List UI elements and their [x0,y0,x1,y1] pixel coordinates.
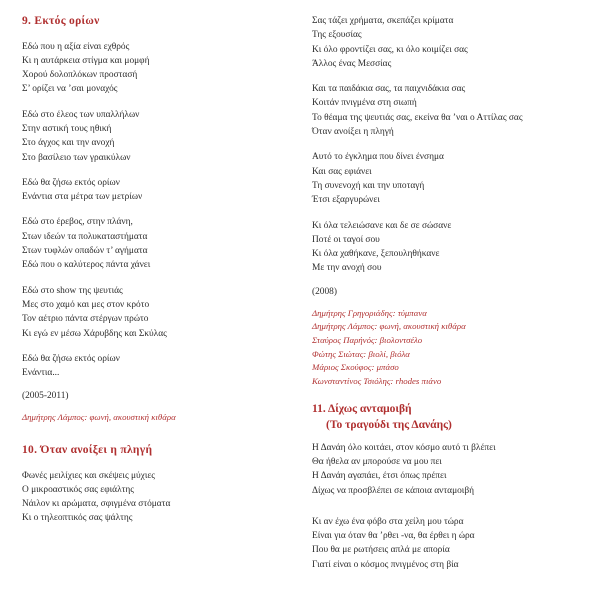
lyric-line: Όταν ανοίξει η πληγή [312,127,394,138]
lyric-line: Νάιλον κι αρώματα, σφιγμένα στόματα [22,499,171,510]
lyric-line: Κι εγώ εν μέσω Χάρυβδης και Σκύλας [22,328,167,339]
song-title-10: 10. Όταν ανοίξει η πληγή [22,444,153,457]
left-column [22,14,294,590]
credit-line: Δημήτρης Γρηγοριάδης: τύμπανα [312,307,427,318]
stanza [22,215,294,272]
lyric-line: Τη συνενοχή και την υποταγή [312,180,425,191]
credit-line: Φώτης Σιώτας: βιολί, βιόλα [312,348,410,359]
lyric-line: Είναι για όταν θα ’ρθει -να, θα έρθει η ώρα [312,531,475,542]
lyric-line: Κι αν έχω ένα φόβο στα χείλη μου τώρα [312,516,464,527]
lyric-line: Με την ανοχή σου [312,263,382,274]
lyric-line: Εδώ στο έρεβος, στην πλάνη, [22,217,133,228]
lyric-line: Δίχως να προσβλέπει σε κάποια ανταμοιβή [312,485,474,496]
lyric-line: Μες στο χαμό και μες στον κρότο [22,299,150,310]
song-title-11-line2: (Το τραγούδι της Δανάης) [326,418,452,431]
credit-line: Δημήτρης Λάμπος: φωνή, ακουστική κιθάρα [22,412,176,423]
stanza [22,469,294,526]
lyric-line: Αυτό το έγκλημα που δίνει ένσημα [312,152,444,163]
lyric-line: Φωνές μειλίχιες και σκέψεις μύχιες [22,470,156,481]
lyric-line: Ενάντια στα μέτρα των μετρίων [22,192,143,203]
song-title-11-line1: 11. Δίχως ανταμοιβή [312,402,412,415]
lyric-line: Άλλος ένας Μεσσίας [312,58,392,69]
stanza [22,108,294,165]
lyric-line: Και σας εφιάνει [312,166,372,177]
lyric-line: Κοιτάν πνιγμένα στη σιωπή [312,98,417,109]
lyric-line: Η Δανάη αγαπάει, έτσι όπως πρέπει [312,471,447,482]
lyric-line: Κι όλα χαθήκανε, ξεπουληθήκανε [312,249,440,260]
lyric-line: Εδώ θα ζήσω εκτός ορίων [22,353,120,364]
lyric-line: Ποτέ οι ταγοί σου [312,234,380,245]
lyric-line: Η Δανάη όλο κοιτάει, στον κόσμο αυτό τι βλέπει [312,442,496,453]
stanza [312,515,584,572]
lyric-line: Γιατί είναι ο κόσμος πνιγμένος στη βία [312,559,459,570]
song-title-9: 9. Εκτός ορίων [22,15,100,27]
lyric-line: Εδώ που ο καλύτερος πάντα χάνει [22,260,151,271]
stanza [312,82,584,139]
lyric-line: Που θα με ρωτήσεις απλά με απορία [312,545,450,556]
lyric-line: Τον αέτριο πάντα στέργων πρώτο [22,314,149,325]
lyric-line: Εδώ στο έλεος των υπαλλήλων [22,109,140,120]
lyric-line: Της εξουσίας [312,30,362,41]
song-title-11 [312,401,584,433]
lyric-line: Εδώ στο show της ψευτιάς [22,285,123,296]
lyric-line: Κι όλο φροντίζει σας, κι όλο κοιμίζει σας [312,44,468,55]
credit-line: Σταύρος Παρήνός: βιολοντσέλο [312,335,423,345]
lyric-line: Κι ο τηλεοπτικός σας ψάλτης [22,513,133,524]
lyric-line: Εδώ που η αξία είναι εχθρός [22,41,130,52]
song-year-10: (2008) [312,286,337,297]
lyric-line: Στων τυφλών οπαδών τ’ αγήματα [22,246,148,257]
lyric-line: Θα ήθελα αν μπορούσε να μου πει [312,456,442,467]
stanza [312,441,584,498]
lyric-line: Χορού δολοπλόκων προστασή [22,70,138,81]
stanza [312,150,584,207]
lyric-line: Ενάντια... [22,368,60,379]
credit-line: Μάριος Σκούφος: μπάσο [312,362,399,373]
credit-line: Κωνσταντίνος Τσιόλης: rhodes πιάνο [312,375,442,386]
lyric-line: Σ’ ορίζει να ’σαι μοναχός [22,84,118,95]
stanza [312,219,584,276]
stanza [22,40,294,97]
lyric-line: Εδώ θα ζήσω εκτός ορίων [22,177,120,188]
credit-line: Δημήτρης Λάμπος: φωνή, ακουστική κιθάρα [312,321,466,332]
lyric-line: Έτσι εξαργυρώνει [312,195,380,206]
song-credits-10 [312,307,584,389]
lyric-line: Και τα παιδάκια σας, τα παιχνιδάκια σας [312,84,466,95]
stanza [312,14,584,71]
lyric-line: Στο βασίλειο των γραικύλων [22,152,131,163]
stanza [22,284,294,341]
stanza [22,176,294,205]
stanza [22,352,294,381]
lyric-line: Στο άγχος και την ανοχή [22,138,115,149]
lyric-line: Στων ιδεών τα πολυκαταστήματα [22,231,148,242]
lyric-line: Κι όλα τελειώσανε και δε σε σώσανε [312,220,452,231]
lyric-line: Κι η αυτάρκεια στίγμα και μομφή [22,55,150,66]
lyric-line: Ο μικροαστικός σας εφιάλτης [22,484,135,495]
song-year-9: (2005-2011) [22,391,69,402]
right-column [312,14,584,590]
lyric-line: Στην αστική τους ηθική [22,124,112,134]
song-credits-9 [22,411,294,425]
lyric-line: Σας τάζει χρήματα, σκεπάζει κρίματα [312,16,454,26]
lyric-line: Το θέαμα της ψευτιάς σας, εκείνα θα ’ναι ο Αττίλας σας [312,112,523,123]
